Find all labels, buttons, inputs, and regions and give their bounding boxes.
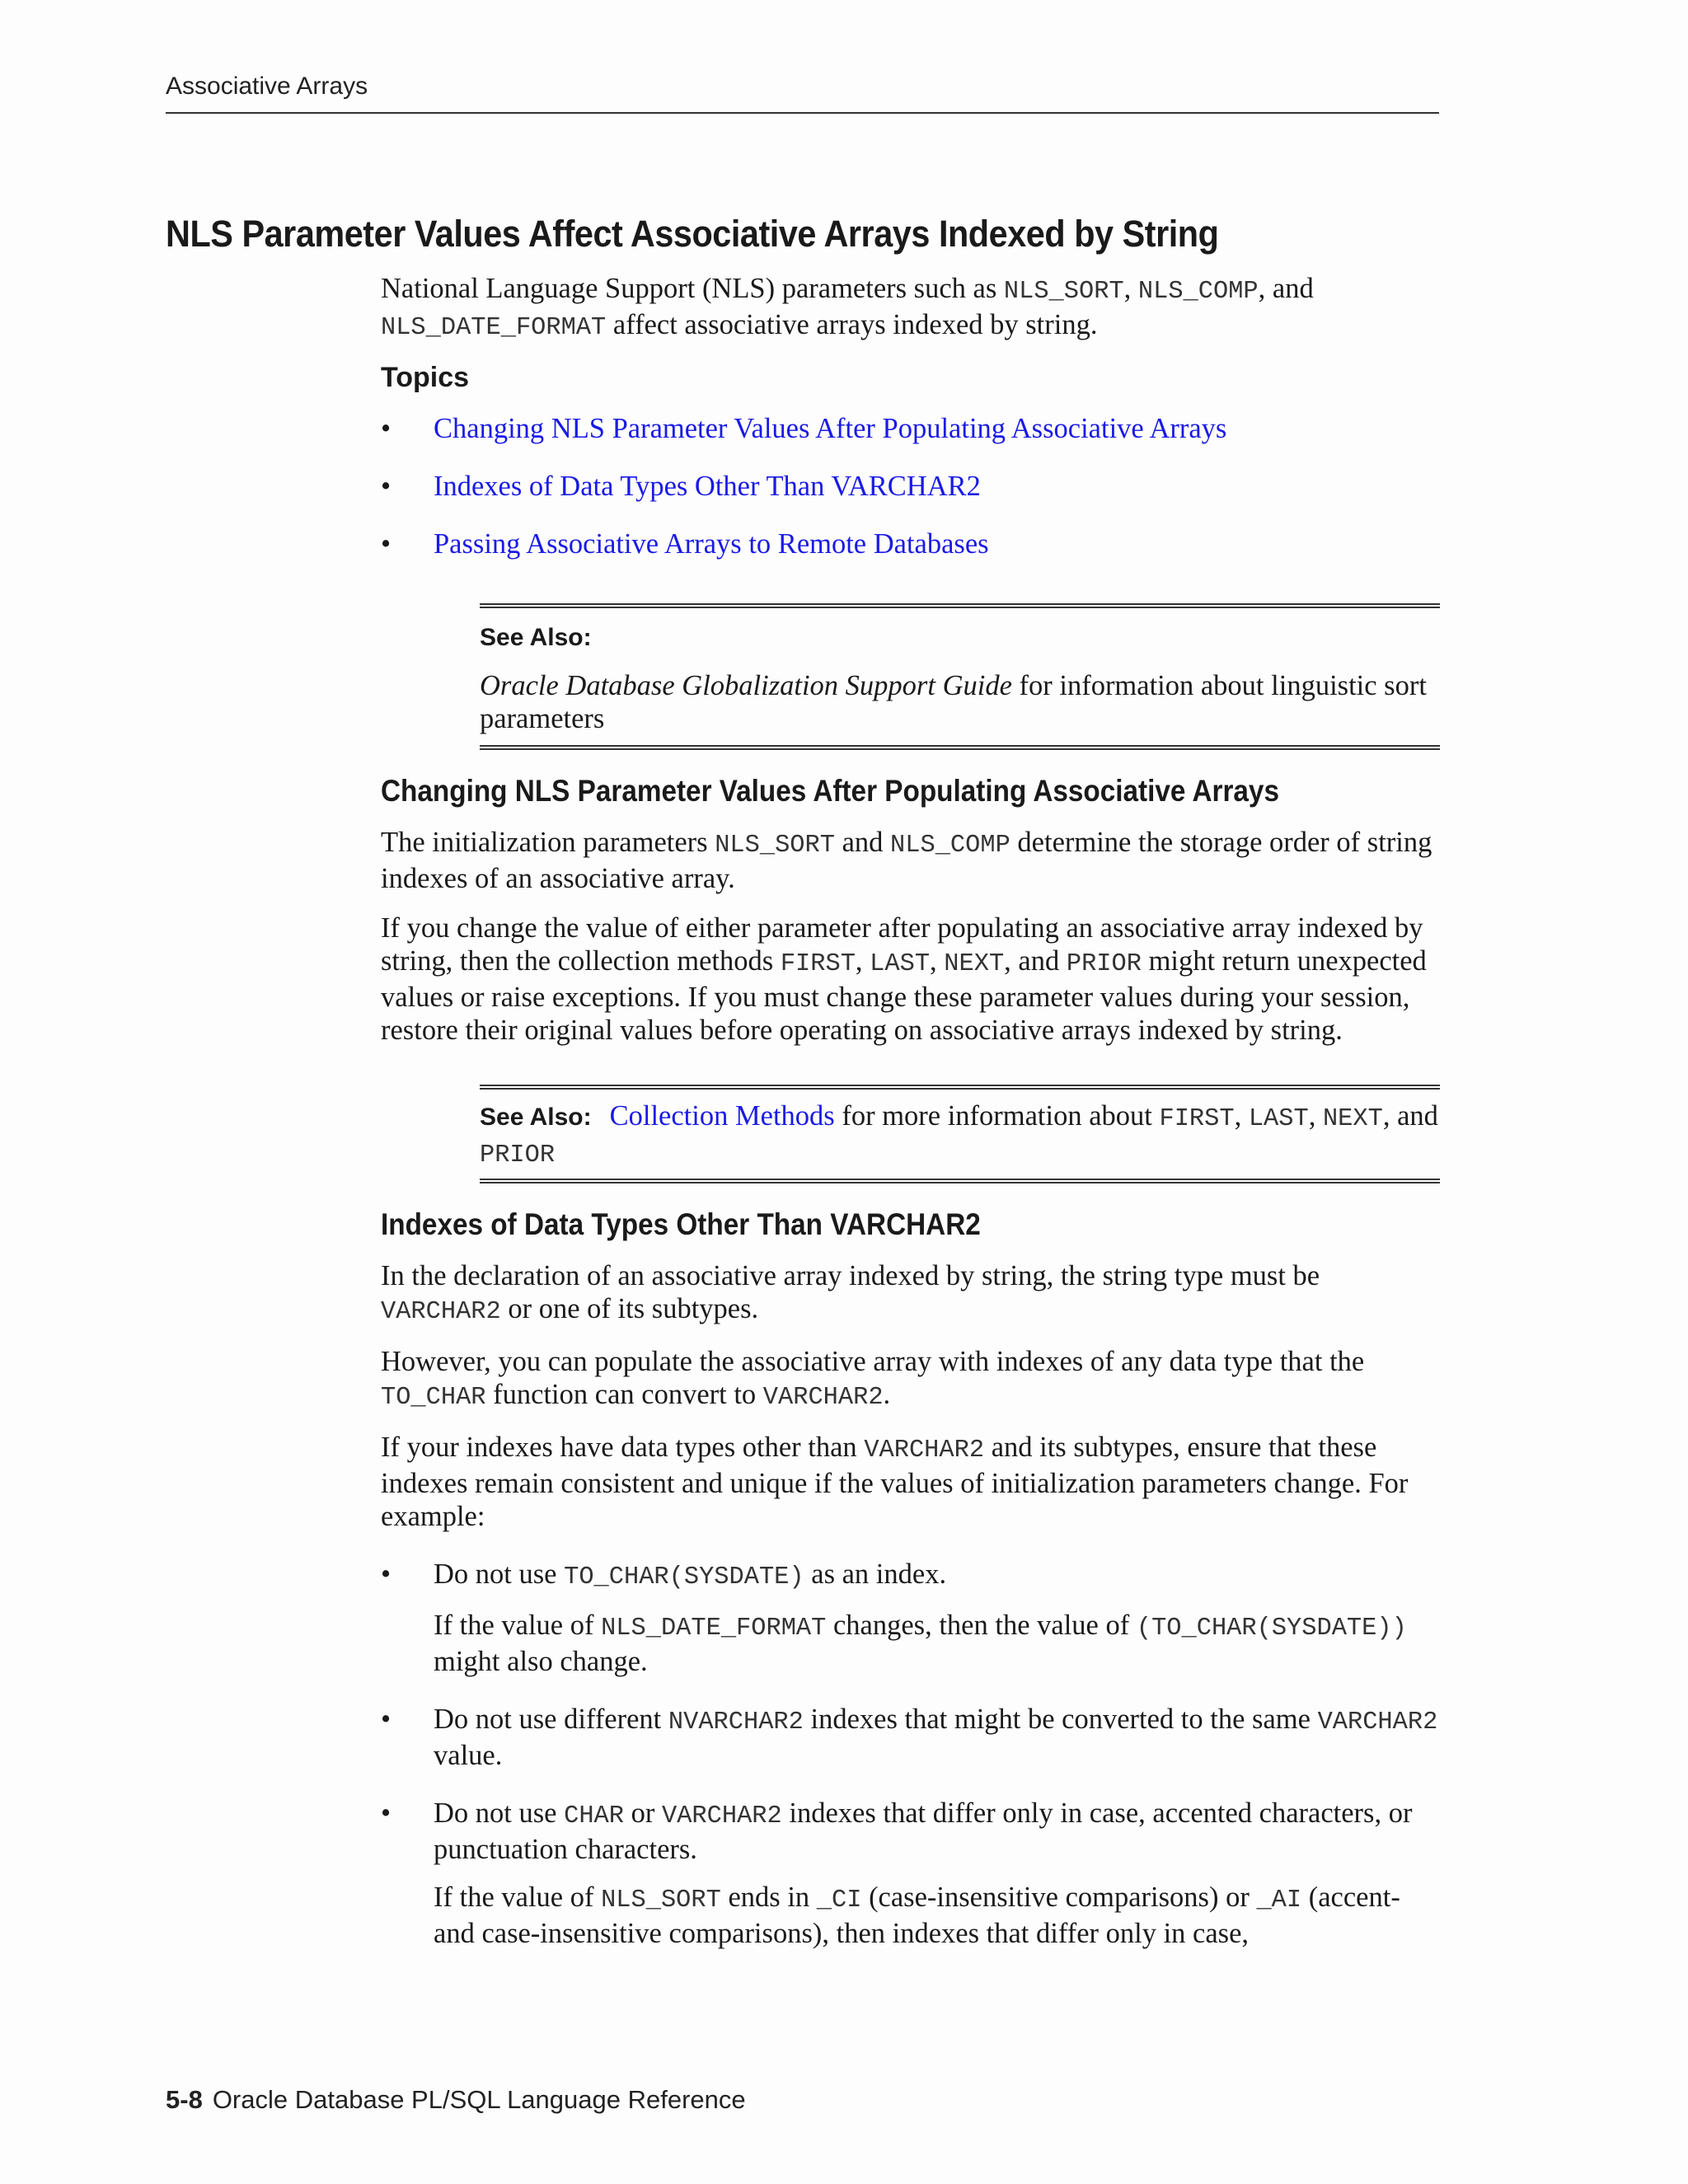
topic-link-changing-nls[interactable]: Changing NLS Parameter Values After Populating Associative Arrays	[434, 413, 1227, 444]
paragraph	[381, 1259, 1444, 1329]
text: ,	[1308, 1100, 1323, 1132]
running-header	[166, 73, 1439, 114]
text: might return unexpected values or raise exceptions. If you must change these parameter values during your session, restore their original values before operating on associative arrays indexed by string.	[381, 945, 1427, 1046]
list-item-text	[434, 1558, 1444, 1594]
text: and	[834, 827, 891, 858]
text: National Language Support (NLS) parameters such as	[381, 273, 1004, 304]
see-also-box-globalization	[480, 603, 1440, 750]
code: NEXT	[1322, 1105, 1383, 1133]
collection-methods-link[interactable]: Collection Methods	[609, 1100, 835, 1132]
text: ,	[1123, 273, 1138, 304]
code: (TO_CHAR(SYSDATE))	[1136, 1615, 1407, 1643]
code: TO_CHAR(SYSDATE)	[564, 1563, 804, 1591]
code: _CI	[816, 1886, 862, 1915]
paragraph	[381, 912, 1444, 1047]
text: , and	[1382, 1100, 1438, 1132]
subsection-title-changing-nls: Changing NLS Parameter Values After Populating Associative Arrays	[381, 774, 1279, 808]
bullet: •	[381, 1797, 392, 1829]
list-item	[381, 1703, 1444, 1772]
subsection-title-indexes: Indexes of Data Types Other Than VARCHAR2	[381, 1207, 981, 1241]
text: Do not use different	[434, 1704, 668, 1735]
code: VARCHAR2	[662, 1802, 782, 1830]
code: NLS_SORT	[1003, 278, 1124, 306]
list-item-subtext	[434, 1881, 1444, 1950]
main-content	[381, 272, 1444, 1975]
code: CHAR	[564, 1802, 624, 1830]
list-item-text	[434, 1703, 1444, 1772]
intro-paragraph	[381, 272, 1444, 344]
code: FIRST	[780, 950, 856, 978]
text: function can convert to	[485, 1379, 763, 1410]
paragraph	[381, 1345, 1444, 1414]
bullet: •	[381, 528, 392, 560]
text: If the value of	[434, 1610, 602, 1641]
code: VARCHAR2	[864, 1436, 985, 1465]
text: If the value of	[434, 1882, 602, 1913]
code: NVARCHAR2	[668, 1708, 804, 1736]
text: value.	[434, 1740, 503, 1771]
code: VARCHAR2	[1317, 1708, 1438, 1736]
text: ends in	[720, 1882, 817, 1913]
text: If you change the value of either parameter after populating an associative array indexed by string, then the collection methods	[381, 912, 1423, 977]
see-also-box-collection-methods	[480, 1085, 1440, 1183]
topic-link-remote-databases[interactable]: Passing Associative Arrays to Remote Databases	[434, 528, 989, 560]
text: Do not use	[434, 1558, 565, 1590]
bullet: •	[381, 413, 392, 444]
running-header-title: Associative Arrays	[166, 73, 368, 100]
text: In the declaration of an associative array indexed by string, the string type must be	[381, 1260, 1320, 1291]
list-item	[381, 1797, 1444, 1950]
text: and its subtypes, ensure that these indexes remain consistent and unique if the values of initialization parameters change. For example:	[381, 1432, 1409, 1532]
topics-heading: Topics	[381, 362, 470, 393]
text: ,	[1234, 1100, 1249, 1132]
list-item	[381, 412, 1444, 445]
list-item	[381, 1558, 1444, 1678]
text: as an index.	[804, 1558, 947, 1590]
bullet: •	[381, 1704, 392, 1735]
text: , and	[1004, 945, 1067, 977]
paragraph	[381, 826, 1444, 895]
text: or one of its subtypes.	[500, 1293, 759, 1324]
bullet: •	[381, 471, 392, 502]
text: changes, then the value of	[826, 1610, 1137, 1641]
list-item-text	[434, 1797, 1444, 1866]
text: ,	[930, 945, 945, 977]
code: LAST	[1248, 1105, 1309, 1133]
text: The initialization parameters	[381, 827, 715, 858]
paragraph	[381, 1431, 1444, 1533]
text: affect associative arrays indexed by string.	[606, 309, 1098, 340]
code: LAST	[870, 950, 931, 978]
code: TO_CHAR	[381, 1384, 486, 1412]
text: for information about linguistic sort parameters	[480, 670, 1427, 734]
text: might also change.	[434, 1646, 648, 1677]
text: or	[624, 1797, 662, 1829]
section-title: NLS Parameter Values Affect Associative Arrays Indexed by String	[166, 213, 1219, 255]
bullet: •	[381, 1558, 392, 1590]
code: NLS_DATE_FORMAT	[381, 314, 607, 342]
code: FIRST	[1159, 1105, 1235, 1133]
page-number: 5-8	[166, 2085, 203, 2114]
see-also-label: See Also:	[480, 624, 592, 651]
code: NLS_SORT	[601, 1886, 721, 1915]
code: PRIOR	[1066, 950, 1142, 978]
text: determine the storage order of string indexes of an associative array.	[381, 827, 1432, 894]
page-footer	[166, 2085, 746, 2115]
text: for more information about	[834, 1100, 1160, 1132]
code: NLS_COMP	[1137, 278, 1259, 306]
code: NEXT	[944, 950, 1005, 978]
code: VARCHAR2	[762, 1384, 884, 1412]
text: (case-insensitive comparisons) or	[861, 1882, 1257, 1913]
code: NLS_DATE_FORMAT	[601, 1615, 827, 1643]
text: Do not use	[434, 1797, 565, 1829]
code: _AI	[1256, 1886, 1302, 1915]
example-list	[381, 1558, 1444, 1950]
code: NLS_SORT	[715, 832, 835, 860]
topic-link-indexes-other-types[interactable]: Indexes of Data Types Other Than VARCHAR2	[434, 471, 981, 502]
list-item	[381, 527, 1444, 560]
list-item-subtext	[434, 1609, 1444, 1678]
text: .	[883, 1379, 891, 1410]
text: If your indexes have data types other than	[381, 1432, 865, 1463]
see-also-text	[480, 669, 1440, 735]
code: PRIOR	[480, 1141, 556, 1169]
text: However, you can populate the associative array with indexes of any data type that the	[381, 1346, 1365, 1377]
topics-list	[381, 412, 1444, 560]
see-also-label: See Also:	[480, 1104, 592, 1131]
text: (accent- and case-insensitive comparisons), then indexes that differ only in case,	[434, 1882, 1400, 1949]
code: VARCHAR2	[381, 1298, 501, 1326]
code: NLS_COMP	[890, 832, 1010, 860]
text: indexes that might be converted to the same	[803, 1704, 1318, 1735]
book-title: Oracle Database Globalization Support Guide	[480, 670, 1012, 701]
book-title-footer: Oracle Database PL/SQL Language Reference	[212, 2085, 746, 2114]
text: , and	[1258, 273, 1314, 304]
list-item	[381, 470, 1444, 503]
text: ,	[855, 945, 870, 977]
text: indexes that differ only in case, accented characters, or punctuation characters.	[434, 1797, 1413, 1865]
